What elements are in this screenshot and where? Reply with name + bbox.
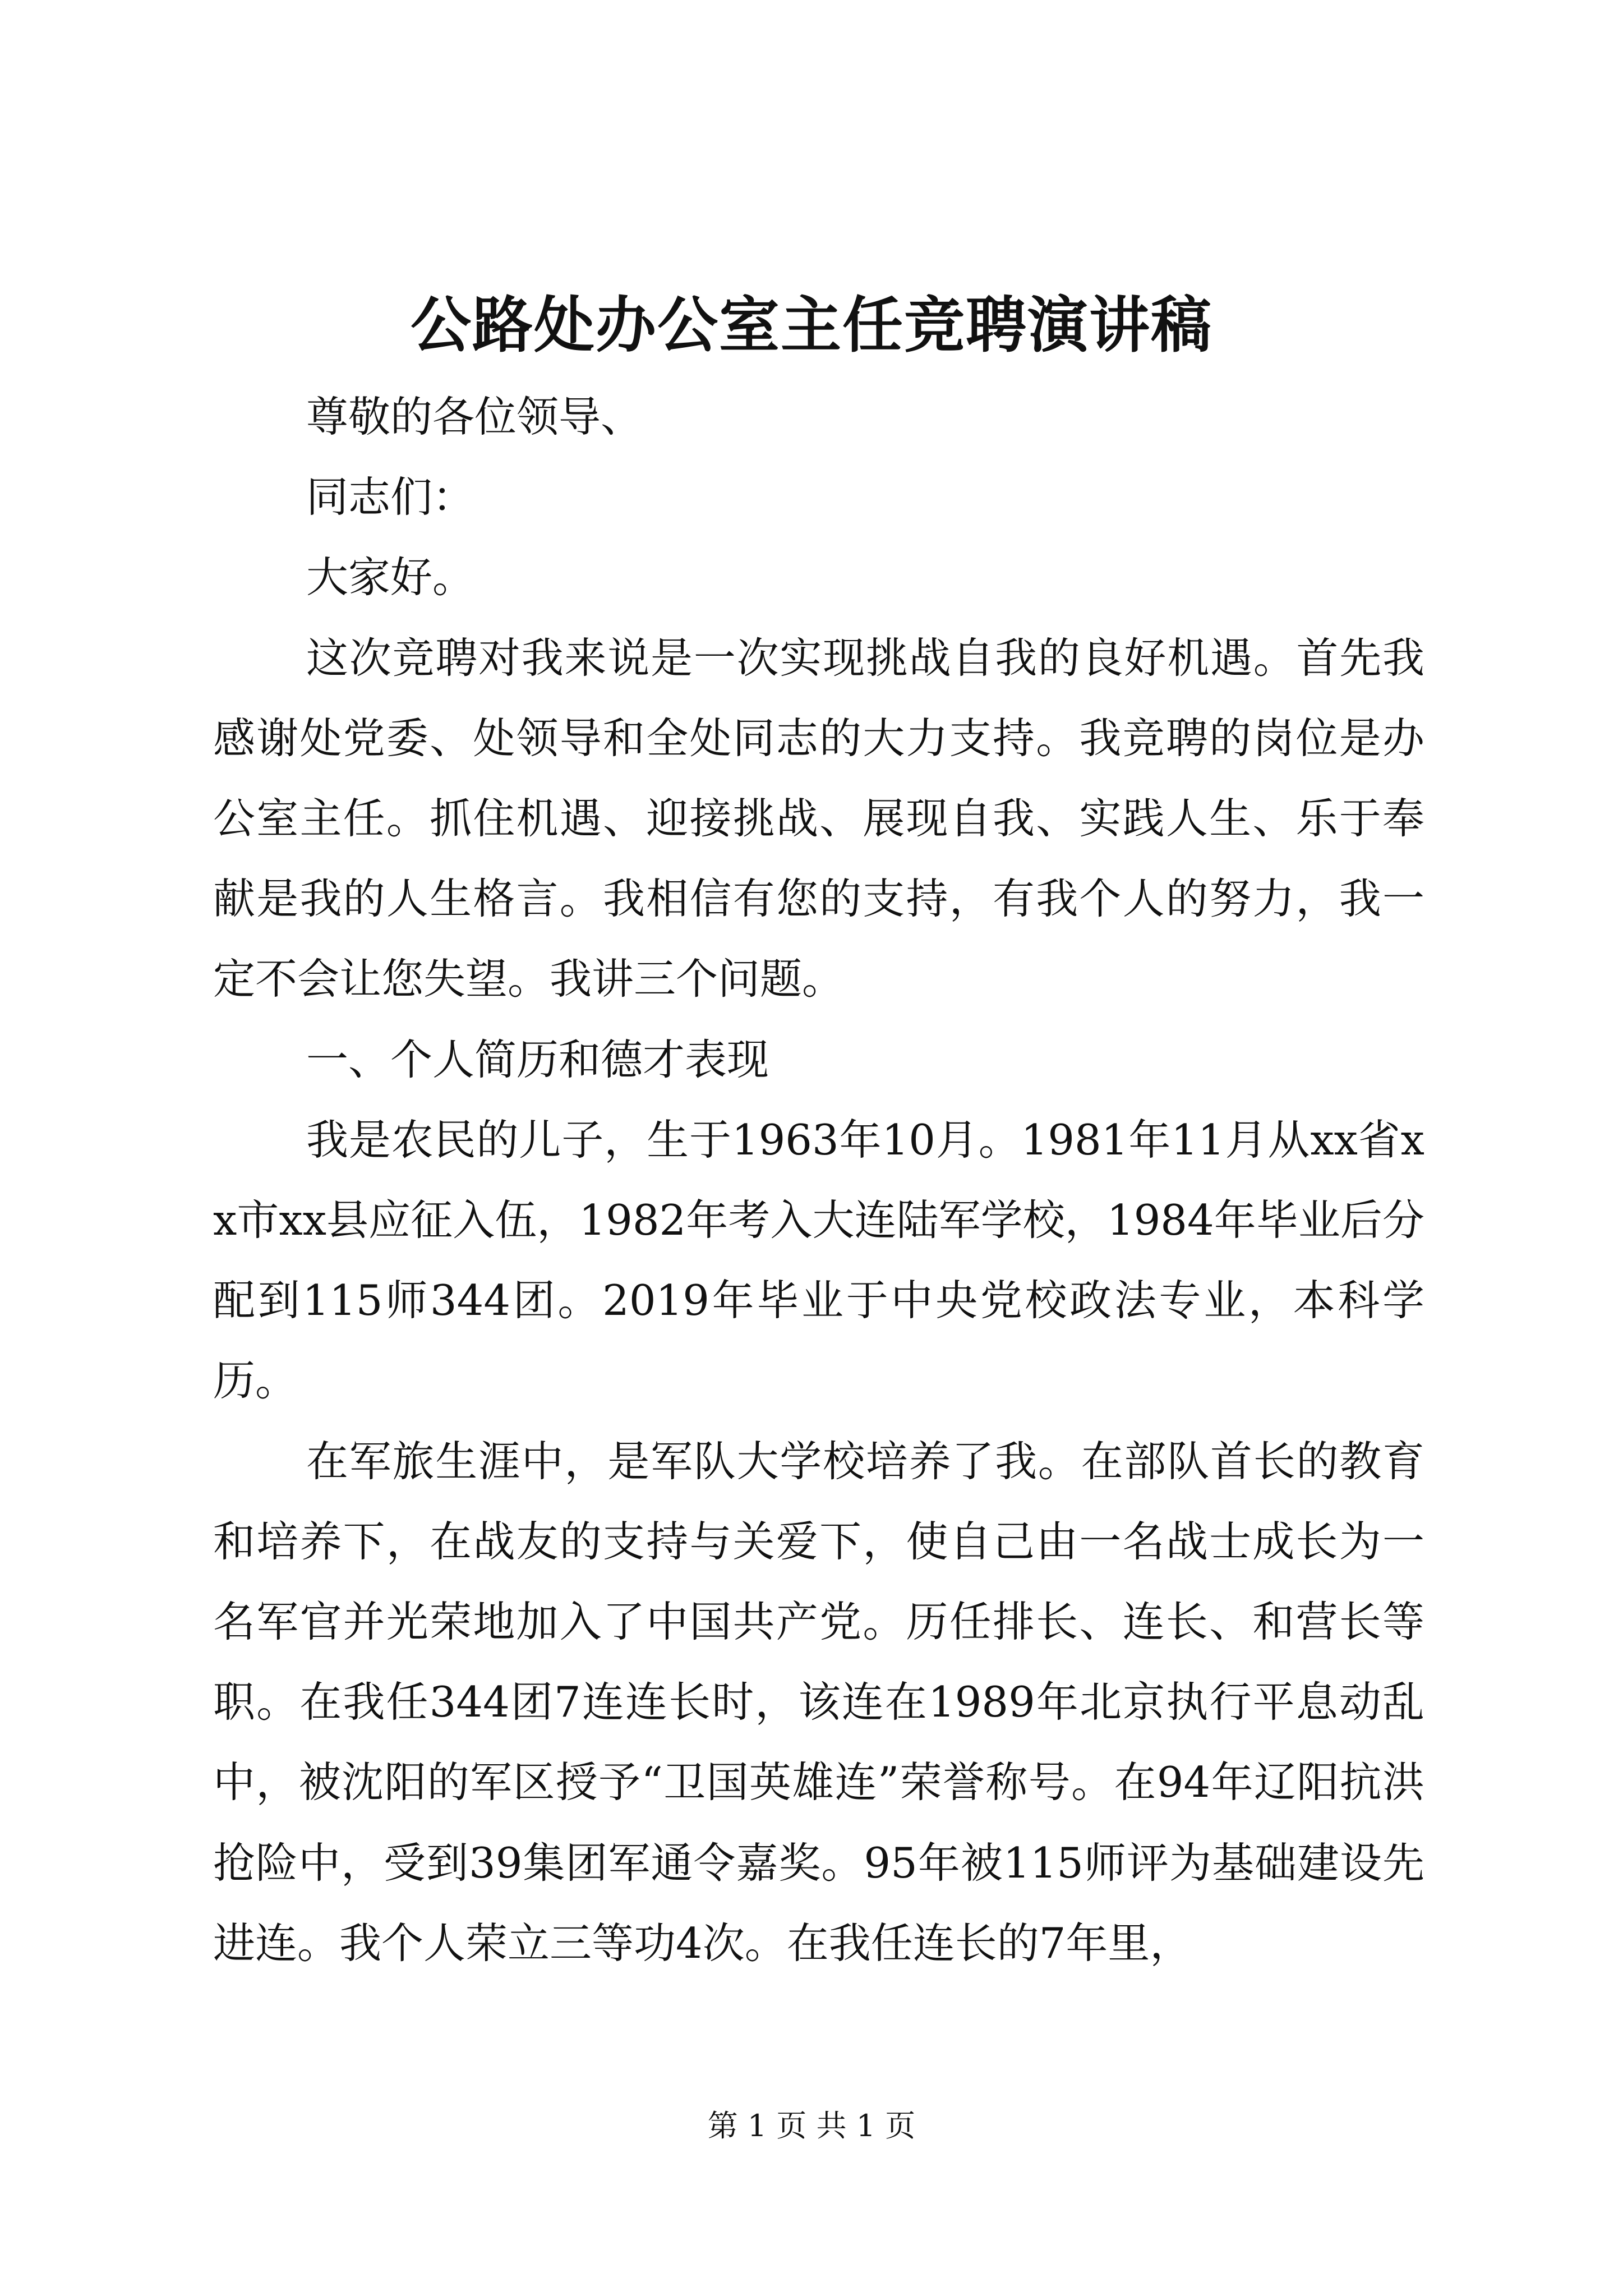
paragraph-comrades: 同志们： xyxy=(306,472,475,522)
page-footer: 第 1 页 共 1 页 xyxy=(707,2108,916,2143)
document-body xyxy=(213,377,1424,1984)
paragraph-intro: 这次竞聘对我来说是一次实现挑战自我的良好机遇。首先我感谢处党委、处领导和全处同志的大力支持。我竞聘的岗位是办公室主任。抓住机遇、迎接挑战、展现自我、实践人生、乐于奉献是我的人生格言。我相信有您的支持，有我个人的努力，我一定不会让您失望。我讲三个问题。 xyxy=(213,633,1424,1004)
section-heading: 一、个人简历和德才表现 xyxy=(306,1034,769,1084)
paragraph-salutation: 尊敬的各位领导、 xyxy=(306,392,643,441)
paragraph-military-career: 在军旅生涯中，是军队大学校培养了我。在部队首长的教育和培养下，在战友的支持与关爱下，使自己由一名战士成长为一名军官并光荣地加入了中国共产党。历任排长、连长、和营长等职。在我任344团7连连长时，该连在1989年北京执行平息动乱中，被沈阳的军区授予“卫国英雄连”荣誉称号。在94年辽阳抗洪抢险中，受到39集团军通令嘉奖。95年被115师评为基础建设先进连。我个人荣立三等功4次。在我任连长的7年里， xyxy=(213,1436,1424,1968)
paragraph-resume: 我是农民的儿子，生于1963年10月。1981年11月从xx省xx市xx县应征入伍，1982年考入大连陆军学校，1984年毕业后分配到115师344团。2019年毕业于中央党校政法专业，本科学历。 xyxy=(213,1115,1424,1406)
document-title: 公路处办公室主任竞聘演讲稿 xyxy=(410,290,1212,361)
paragraph-greeting: 大家好。 xyxy=(306,553,475,602)
